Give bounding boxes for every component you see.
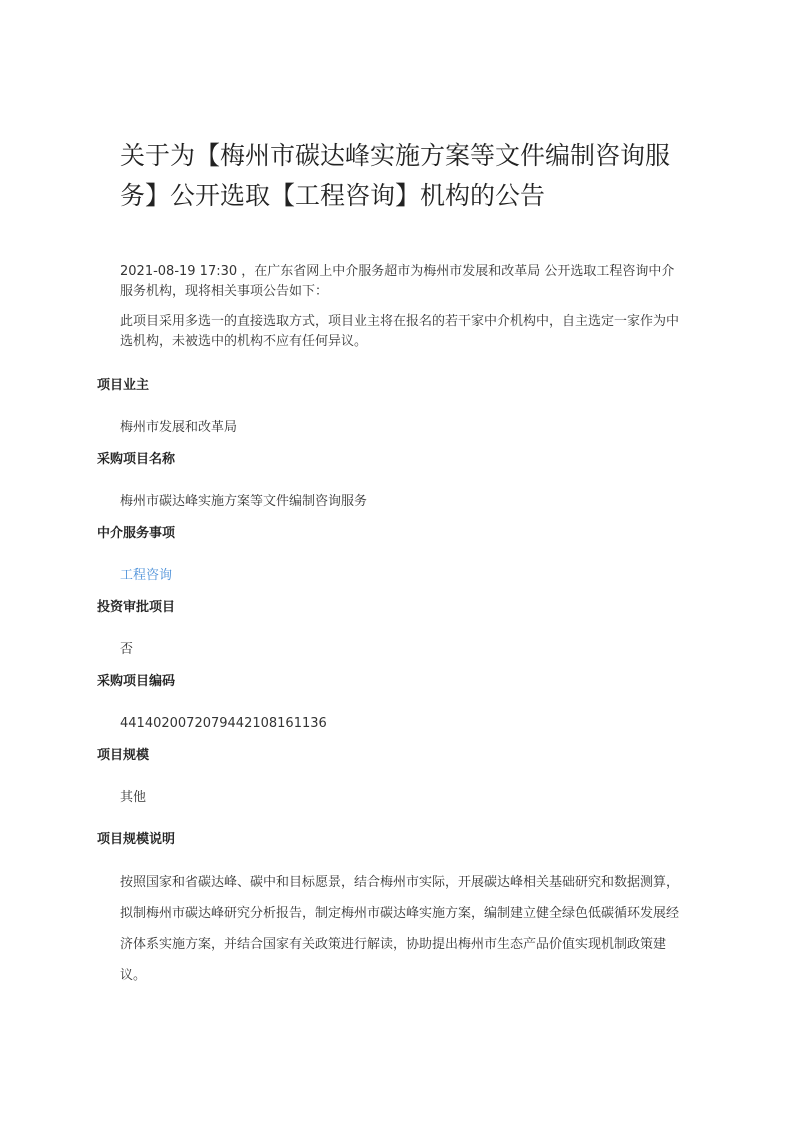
section-value-project-owner: 梅州市发展和改革局 xyxy=(120,420,238,435)
section-label-project-code: 采购项目编码 xyxy=(97,674,176,689)
section-value-investment-approval: 否 xyxy=(120,642,134,657)
section-value-project-name: 梅州市碳达峰实施方案等文件编制咨询服务 xyxy=(120,494,368,509)
intro-paragraph-selection-method: 此项目采用多选一的直接选取方式，项目业主将在报名的若干家中介机构中，自主选定一家作为中选机构，未被选中的机构不应有任何异议。 xyxy=(120,314,680,349)
section-label-service-item: 中介服务事项 xyxy=(97,526,176,541)
section-label-investment-approval: 投资审批项目 xyxy=(97,600,176,615)
intro-paragraph-publish-info: 2021-08-19 17:30 ，在广东省网上中介服务超市为梅州市发展和改革局 公开选取工程咨询中介服务机构，现将相关事项公告如下： xyxy=(120,264,675,299)
section-label-project-name: 采购项目名称 xyxy=(97,452,176,467)
section-value-project-scale: 其他 xyxy=(120,790,147,805)
section-label-project-owner: 项目业主 xyxy=(97,378,150,393)
section-label-project-scale: 项目规模 xyxy=(97,748,150,763)
section-value-scale-description: 按照国家和省碳达峰、碳中和目标愿景，结合梅州市实际，开展碳达峰相关基础研究和数据测算，拟制梅州市碳达峰研究分析报告，制定梅州市碳达峰实施方案，编制建立健全绿色低碳循环发展经济体系实施方案，并结合国家有关政策进行解读，协助提出梅州市生态产品价值实现机制政策建议。 xyxy=(120,875,680,983)
service-item-link[interactable]: 工程咨询 xyxy=(120,568,173,583)
section-value-project-code: 441402007207944210816113​6 xyxy=(120,716,327,731)
section-label-scale-description: 项目规模说明 xyxy=(97,832,176,847)
page-title: 关于为【梅州市碳达峰实施方案等文件编制咨询服务】公开选取【工程咨询】机构的公告 xyxy=(120,141,671,210)
